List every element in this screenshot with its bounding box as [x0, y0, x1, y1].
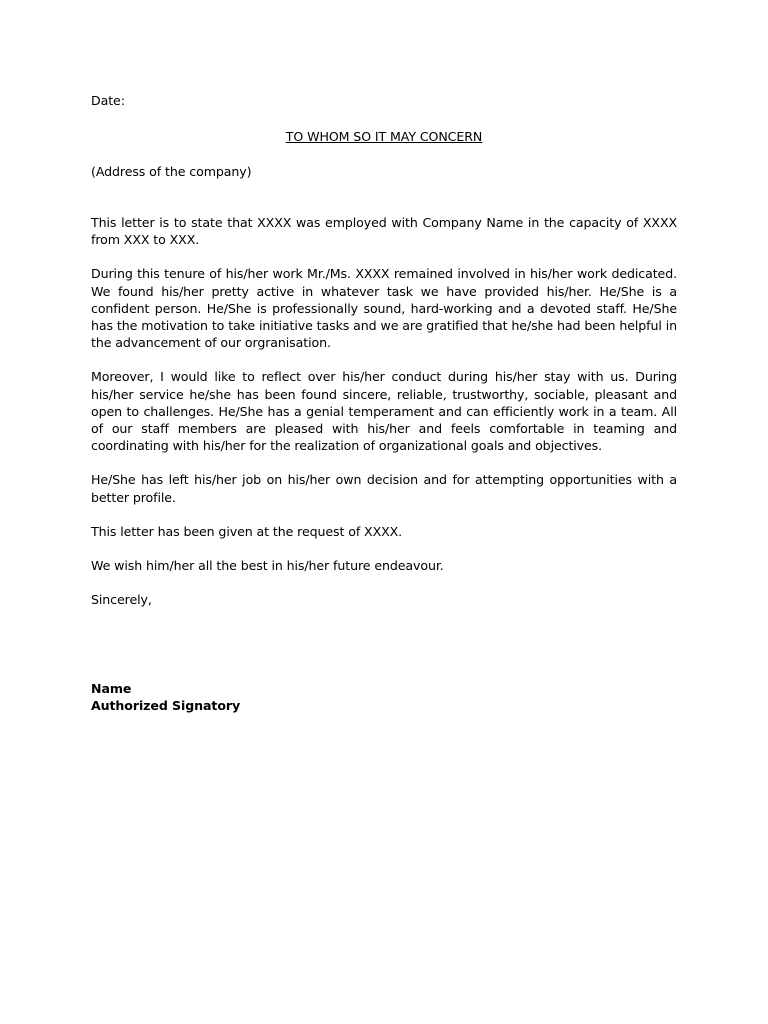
paragraph-wishes: We wish him/her all the best in his/her future endeavour. [91, 558, 444, 574]
paragraph-request: This letter has been given at the request of XXXX. [91, 523, 403, 539]
paragraph-tenure: During this tenure of his/her work Mr./Ms. XXXX remained involved in his/her work dedicated. We found his/her pretty active in whatever task we have provided his/her. He/She is a confident person. He/She is professionally sound, hard-working and a devoted staff. He/She has the motivation to take initiative tasks and we are gratified that he/she had been helpful in the advancement of our orgranisation. [91, 266, 677, 351]
paragraph-departure: He/She has left his/her job on his/her own decision and for attempting opportunities with a better profile. [91, 472, 677, 505]
date-label: Date: [91, 93, 125, 108]
closing-salutation: Sincerely, [91, 592, 152, 608]
company-address: (Address of the company) [91, 164, 252, 179]
letter-heading: TO WHOM SO IT MAY CONCERN [285, 129, 483, 144]
signature-block [91, 680, 240, 714]
letter-body [91, 214, 677, 625]
signatory-name: Name [91, 681, 132, 696]
signatory-title: Authorized Signatory [91, 698, 241, 714]
paragraph-conduct: Moreover, I would like to reflect over his/her conduct during his/her stay with us. During his/her service he/she has been found sincere, reliable, trustworthy, sociable, pleasant and open to challenges. He/She has a genial temperament and can efficiently work in a team. All of our staff members are pleased with his/her and feels comfortable in teaming and coordinating with his/her for the realization of organizational goals and objectives. [91, 369, 677, 454]
paragraph-employment: This letter is to state that XXXX was employed with Company Name in the capacity of XXXX from XXX to XXX. [91, 215, 677, 248]
